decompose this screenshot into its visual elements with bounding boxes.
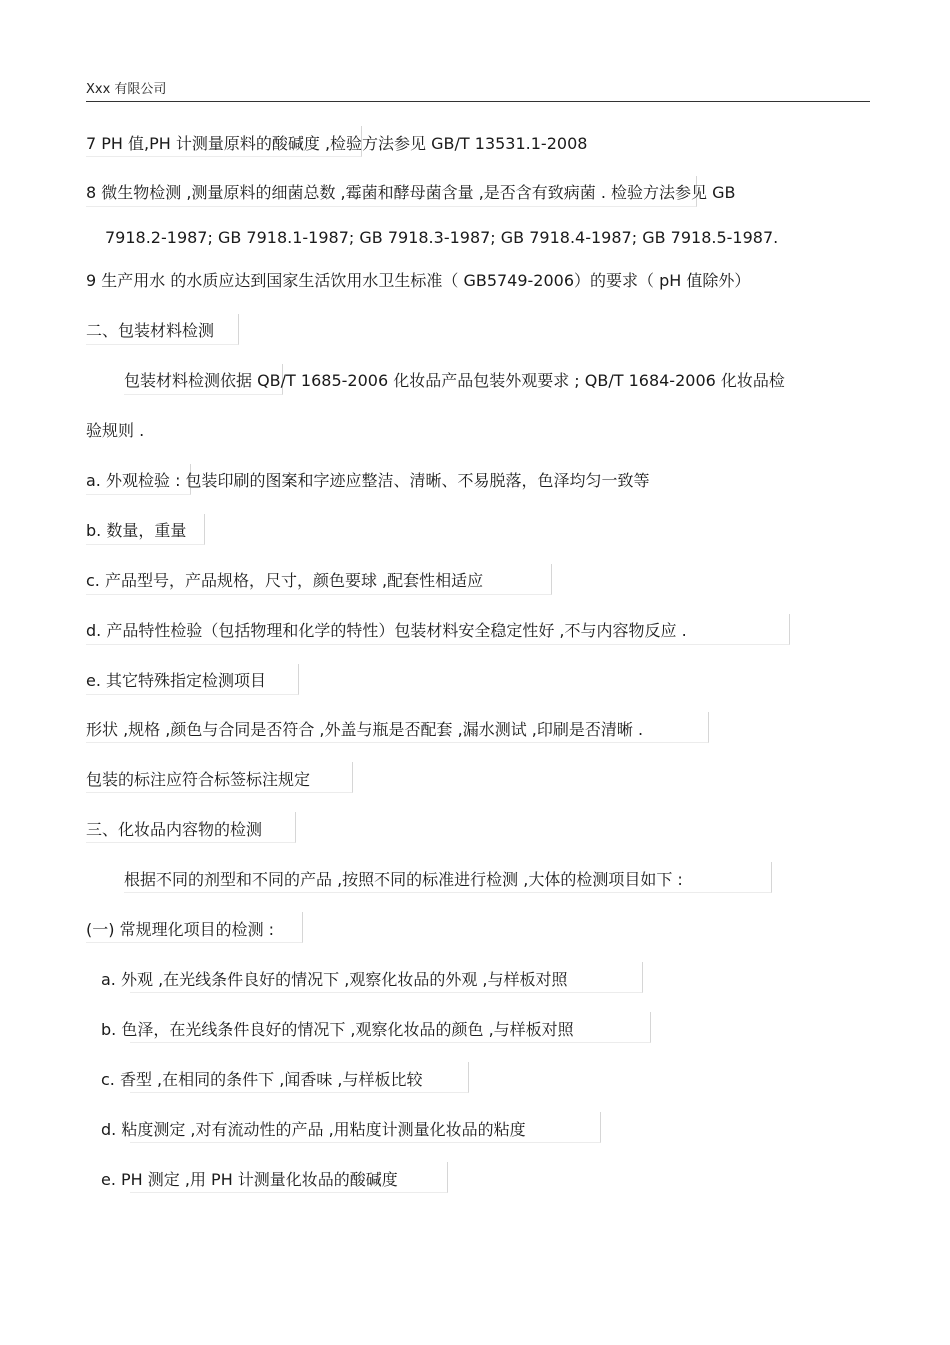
packaging-label-rule: 包装的标注应符合标签标注规定 — [86, 770, 311, 789]
packaging-check-list: 形状 ,规格 ,颜色与合同是否符合 ,外盖与瓶是否配套 ,漏水测试 ,印刷是否清晰 . — [86, 720, 644, 739]
contents-intro: 根据不同的剂型和不同的产品 ,按照不同的标准进行检测 ,大体的检测项目如下 : — [124, 870, 683, 889]
physchem-item-b: b. 色泽，在光线条件良好的情况下 ,观察化妆品的颜色 ,与样板对照 — [101, 1020, 574, 1039]
packaging-item-e: e. 其它特殊指定检测项目 — [86, 671, 267, 690]
packaging-item-b: b. 数量，重量 — [86, 521, 187, 540]
physchem-item-e: e. PH 测定 ,用 PH 计测量化妆品的酸碱度 — [101, 1170, 398, 1189]
paragraph-item-9: 9 生产用水 的水质应达到国家生活饮用水卫生标准（ GB5749-2006）的要求（ pH 值除外） — [86, 271, 751, 290]
packaging-item-a: a. 外观检验 : 包装印刷的图案和字迹应整洁、清晰、不易脱落，色泽均匀一致等 — [86, 471, 650, 490]
physchem-item-d: d. 粘度测定 ,对有流动性的产品 ,用粘度计测量化妆品的粘度 — [101, 1120, 526, 1139]
packaging-basis-continued: 验规则 . — [86, 421, 145, 440]
packaging-item-d: d. 产品特性检验（包括物理和化学的特性）包装材料安全稳定性好 ,不与内容物反应 . — [86, 621, 687, 640]
physchem-item-c: c. 香型 ,在相同的条件下 ,闻香味 ,与样板比较 — [101, 1070, 423, 1089]
section-heading-contents: 三、化妆品内容物的检测 — [86, 820, 263, 839]
page-header-company: Xxx 有限公司 — [86, 82, 167, 97]
physchem-item-a: a. 外观 ,在光线条件良好的情况下 ,观察化妆品的外观 ,与样板对照 — [101, 970, 568, 989]
paragraph-item-7: 7 PH 值,PH 计测量原料的酸碱度 ,检验方法参见 GB/T 13531.1-2008 — [86, 134, 588, 153]
packaging-basis: 包装材料检测依据 QB/T 1685-2006 化妆品产品包装外观要求 ; QB/T 1684-2006 化妆品检 — [124, 371, 785, 390]
header-divider — [86, 101, 870, 102]
paragraph-item-8-continued: 7918.2-1987; GB 7918.1-1987; GB 7918.3-1987; GB 7918.4-1987; GB 7918.5-1987. — [105, 228, 779, 247]
subsection-heading-physchem: (一) 常规理化项目的检测 : — [86, 920, 275, 939]
packaging-item-c: c. 产品型号，产品规格，尺寸，颜色要球 ,配套性相适应 — [86, 571, 484, 590]
section-heading-packaging: 二、包装材料检测 — [86, 321, 215, 340]
paragraph-item-8: 8 微生物检测 ,测量原料的细菌总数 ,霉菌和酵母菌含量 ,是否含有致病菌 . 检验方法参见 GB — [86, 183, 736, 202]
